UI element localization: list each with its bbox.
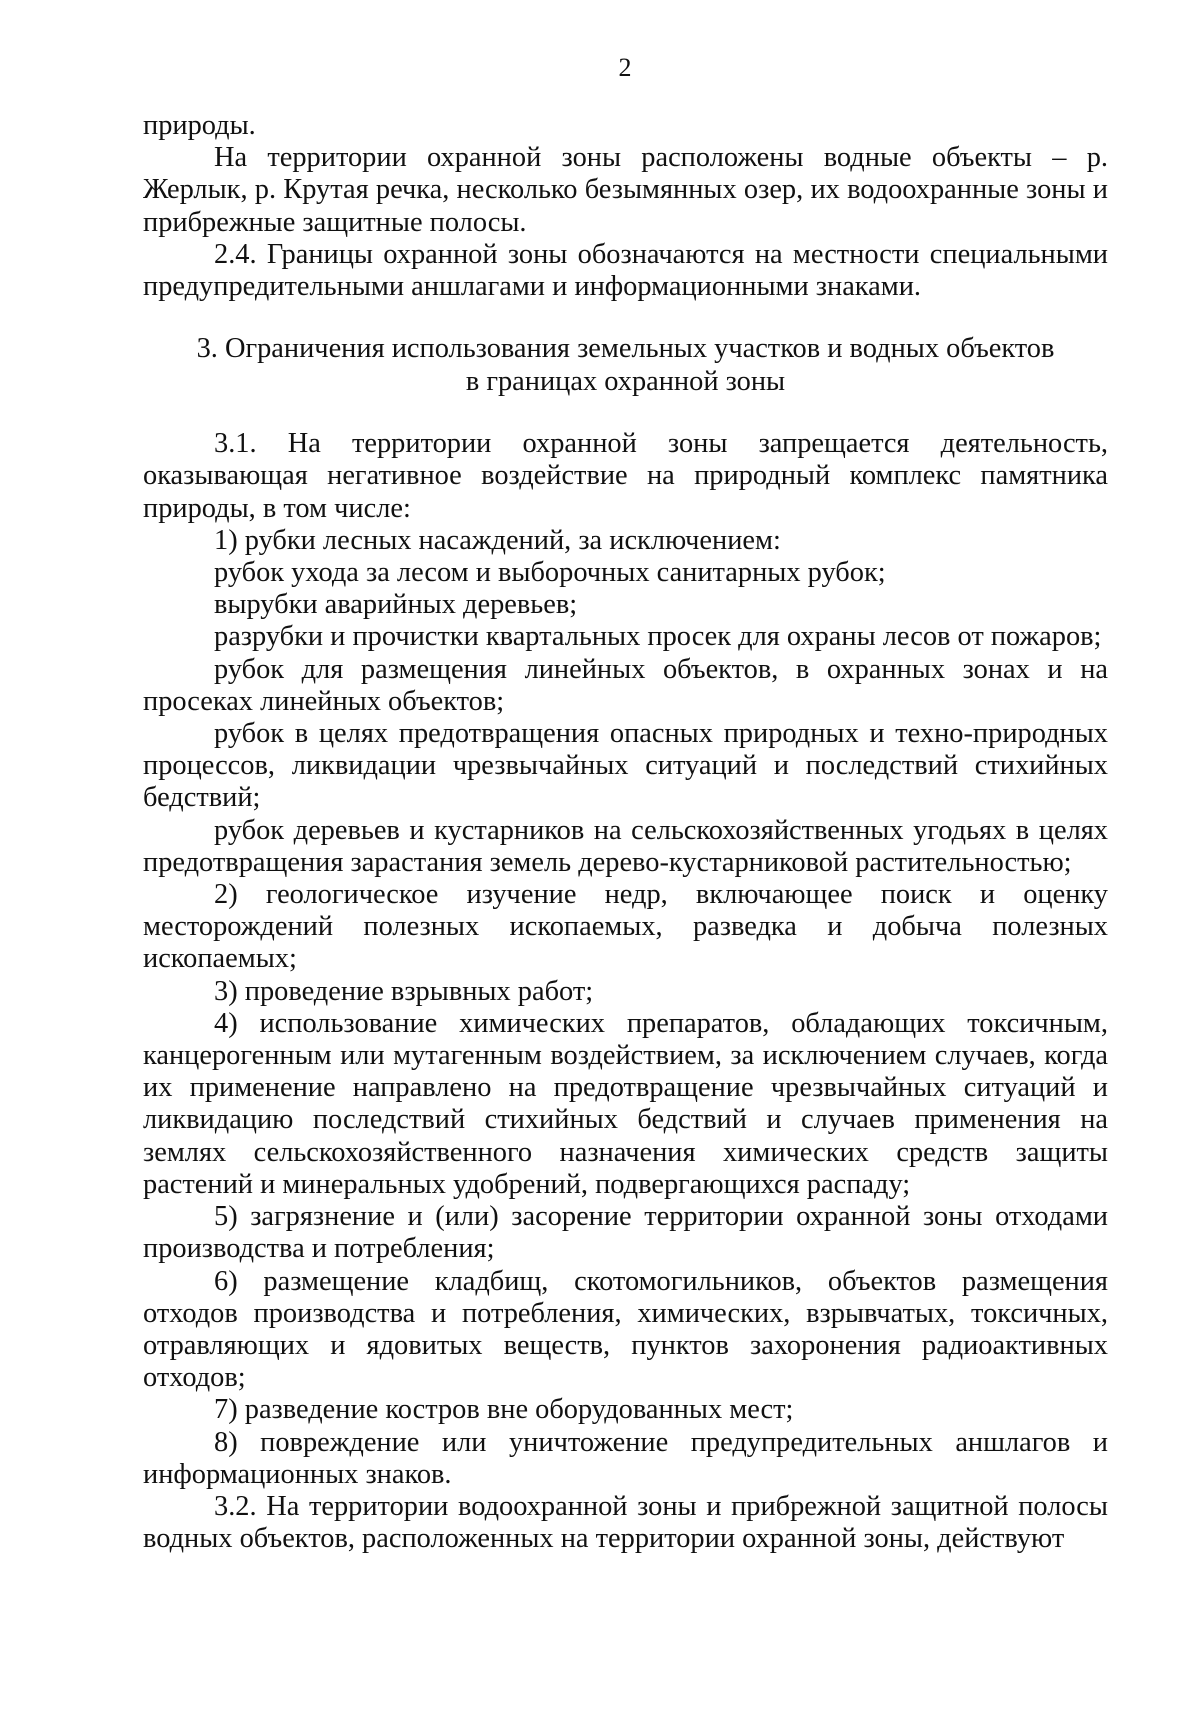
list-item-6: 6) размещение кладбищ, скотомогильников, объектов размещения отходов производства и потребления, химических, взрывчатых, токсичных, отравляющих и ядовитых веществ, пунктов захоронения радиоактивных отходов; bbox=[143, 1265, 1108, 1394]
list-subitem-1c: разрубки и прочистки квартальных просек для охраны лесов от пожаров; bbox=[214, 621, 1102, 653]
list-subitem-1f: рубок деревьев и кустарников на сельскохозяйственных угодьях в целях предотвращения зарастания земель дерево-кустарниковой растительностью; bbox=[143, 814, 1108, 878]
list-item-3: 3) проведение взрывных работ; bbox=[214, 975, 594, 1007]
list-item-4: 4) использование химических препаратов, обладающих токсичным, канцерогенным или мутагенным воздействием, за исключением случаев, когда их применение направлено на предотвращение чрезвычайных ситуаций и ликвидацию последствий стихийных бедствий и случаев применения на землях сельскохозяйственного назначения химических средств защиты растений и минеральных удобрений, подвергающихся распаду; bbox=[143, 1007, 1108, 1200]
list-item-8: 8) повреждение или уничтожение предупредительных аншлагов и информационных знаков. bbox=[143, 1426, 1108, 1490]
list-subitem-1b: вырубки аварийных деревьев; bbox=[214, 589, 578, 621]
list-item-2: 2) геологическое изучение недр, включающее поиск и оценку месторождений полезных ископаемых, разведка и добыча полезных ископаемых; bbox=[143, 879, 1108, 975]
list-item-7: 7) разведение костров вне оборудованных мест; bbox=[214, 1394, 794, 1426]
list-subitem-1e: рубок в целях предотвращения опасных природных и техно-природных процессов, ликвидации чрезвычайных ситуаций и последствий стихийных бедствий; bbox=[143, 718, 1108, 814]
list-subitem-1d: рубок для размещения линейных объектов, в охранных зонах и на просеках линейных объектов; bbox=[143, 653, 1108, 717]
paragraph-continuation: природы. bbox=[143, 110, 256, 141]
paragraph-2-4: 2.4. Границы охранной зоны обозначаются на местности специальными предупредительными аншлагами и информационными знаками. bbox=[143, 238, 1108, 303]
section-3-heading bbox=[143, 333, 1108, 398]
section-3-heading-line-1: 3. Ограничения использования земельных участков и водных объектов bbox=[196, 333, 1055, 365]
document-body bbox=[143, 110, 1108, 1555]
paragraph-water-objects: На территории охранной зоны расположены водные объекты – р. Жерлык, р. Крутая речка, несколько безымянных озер, их водоохранные зоны и прибрежные защитные полосы. bbox=[143, 142, 1108, 238]
page-number: 2 bbox=[618, 53, 632, 82]
list-subitem-1a: рубок ухода за лесом и выборочных санитарных рубок; bbox=[214, 557, 886, 589]
list-item-5: 5) загрязнение и (или) засорение территории охранной зоны отходами производства и потребления; bbox=[143, 1201, 1108, 1265]
list-item-1: 1) рубки лесных насаждений, за исключением: bbox=[214, 524, 781, 556]
paragraph-3-2: 3.2. На территории водоохранной зоны и прибрежной защитной полосы водных объектов, расположенных на территории охранной зоны, действуют bbox=[143, 1490, 1108, 1555]
section-3-heading-line-2: в границах охранной зоны bbox=[465, 365, 786, 397]
paragraph-3-1: 3.1. На территории охранной зоны запрещается деятельность, оказывающая негативное воздействие на природный комплекс памятника природы, в том числе: bbox=[143, 428, 1108, 524]
